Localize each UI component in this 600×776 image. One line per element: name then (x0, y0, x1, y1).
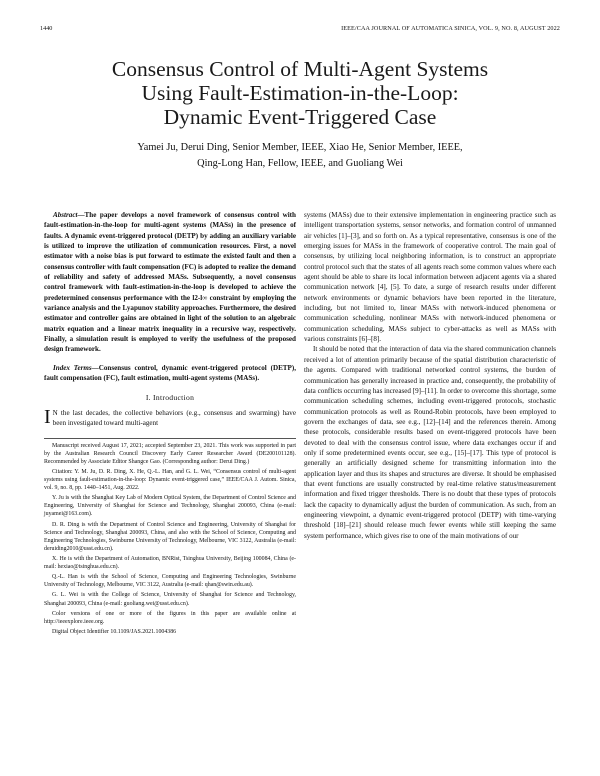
footnote: Citation: Y. M. Ju, D. R. Ding, X. He, Q.-L. Han, and G. L. Wei, “Consensus control of multi-agent systems using fault-estimation-in-the-loop: Dynamic event-triggered case,” IEEE/CAA J. Autom. Sinica, vol. 9, no. 8, pp. 1440–1451, Aug. 2022. (44, 468, 296, 491)
abstract (44, 210, 296, 355)
title-line: Consensus Control of Multi-Agent Systems (111, 57, 489, 81)
footnote: Manuscript received August 17, 2021; accepted September 23, 2021. This work was supported in part by the Australian Research Council Discovery Early Career Researcher Award (DE200101128). Recommended by Associate Editor Shangce Gao. (Corresponding author: Derui Ding.) (44, 442, 296, 465)
index-terms-label: Index Terms (53, 363, 92, 372)
footnote: X. He is with the Department of Automation, BNRist, Tsinghua University, Beijing 100084, China (e-mail: hexiao@tsinghua.edu.cn). (44, 555, 296, 570)
section-heading: I. Introduction (145, 392, 195, 402)
running-header (40, 25, 560, 35)
page-number: 1440 (40, 25, 53, 32)
footnote: Y. Ju is with the Shanghai Key Lab of Modern Optical System, the Department of Control Science and Engineering, University of Shanghai for Science and Technology, Shanghai 200093, China (e-mail: juyamei@163.com). (44, 495, 296, 518)
index-terms (44, 363, 296, 384)
drop-cap: I (44, 405, 51, 428)
footnote: Q.-L. Han is with the School of Science, Computing and Engineering Technologies, Swinburne University of Technology, Melbourne, VIC 3122, Australia (e-mail: qhan@swin.edu.au). (44, 574, 296, 589)
journal-header: IEEE/CAA JOURNAL OF AUTOMATICA SINICA, VOL. 9, NO. 8, AUGUST 2022 (341, 25, 560, 32)
doi-line: Digital Object Identifier 10.1109/JAS.2021.1004386 (52, 629, 177, 636)
title-line: Using Fault-Estimation-in-the-Loop: (141, 81, 459, 105)
body-paragraph: It should be noted that the interaction of data via the shared communication channels received a lot of attention primarily because of the spatial distribution characteristic of the agents. Compared with traditional networked control systems, the burden of communication has generally increased in practice and, consequently, the probability of data conflicts occurring has increased [9]–[11]. In order to overcome this shortage, some communication scheduling schemes, including event-triggered protocols, stochastic communication protocols as well as Round-Robin protocols, have been employed to govern the exchanges of data, see e.g., [12]–[14] and the references therein. Among these protocols, considerable results based on event-triggered protocols have been devoted to deal with the consensus control issue, where data exchanges occur if and only if some predetermined events occur, see e.g., [15]–[17]. This type of protocol is generally an artificially designed scheme for transmitting information into the application layer and thus its shapes and structures are diverse. It should be emphasised that event functions are usually constructed by real-time relative status/measurement information and fixed trigger thresholds. There is no doubt that these types of protocols lack the capacity to dynamically adjust the burden of communication. As such, from an engineering viewpoint, a dynamic event-triggered protocol (DETP) with time-varying threshold [18]–[21] should release much fewer events while still keeping the same system performance, which gives rise to one of the main motivations of our (304, 345, 556, 540)
abstract-text: —The paper develops a novel framework of consensus control with fault-estimation-in-the-loop for multi-agent systems (MASs) in the presence of faults. A dynamic event-triggered protocol (DETP) by adding an auxiliary variable is utilized to improve the utilization of communication resources. First, a novel estimator with a noise bias is put forward to estimate the existed fault and then a consensus controller with fault compensation (FC) is adopted to realize the demand of reliability and safety of addressed MASs. Subsequently, a novel consensus control framework with fault-estimation-in-the-loop is developed to achieve the predetermined consensus performance with the l2-l∞ constraint by employing the variance analysis and the Lyapunov stability approaches. Furthermore, the desired estimator and controller gains are obtained in light of the solution to an algebraic matrix equation and a linear matrix inequality in a recursive way, respectively. Finally, a simulation result is employed to verify the usefulness of the proposed design framework. (44, 211, 296, 354)
footnote-divider (44, 438, 296, 439)
footnote: Color versions of one or more of the figures in this paper are available online at http://ieeexplore.ieee.org. (44, 610, 296, 625)
intro-text: N the last decades, the collective behaviors (e.g., consensus and swarming) have been investigated toward multi-agent (52, 408, 296, 428)
paper-title (40, 57, 560, 129)
title-line: Dynamic Event-Triggered Case (163, 105, 437, 129)
abstract-label: Abstract (53, 211, 78, 219)
left-column (44, 210, 296, 636)
author-line: Qing-Long Han, Fellow, IEEE, and Guoliang Wei (197, 157, 403, 169)
footnote: G. L. Wei is with the College of Science, University of Shanghai for Science and Technology, Shanghai 200093, China (e-mail: guoliang.wei@usst.edu.cn). (44, 592, 296, 607)
footnote: D. R. Ding is with the Department of Control Science and Engineering, University of Shanghai for Science and Technology, Shanghai 200093, China, and also with the School of Science, Computing and Engineering Technologies, Swinburne University of Technology, Melbourne, VIC 3122, Australia (e-mail: deruiding2010@usst.edu.cn). (44, 521, 296, 552)
index-terms-text: —Consensus control, dynamic event-triggered protocol (DETP), fault compensation (FC), fault estimation, multi-agent systems (MASs). (44, 363, 296, 383)
author-line: Yamei Ju, Derui Ding, Senior Member, IEEE, Xiao He, Senior Member, IEEE, (137, 142, 463, 153)
body-paragraph: systems (MASs) due to their extensive implementation in engineering practice such as intelligent transportation systems, sensor networks, and formation control of unmanned air vehicles [1]–[3], and so forth on. As a typical representative, consensus is one of the emerging issues for MASs in the framework of cooperative control. The main goal of consensus, by utilizing local neighboring information, is to construct an appropriate control protocol such that the states of all agents reach some common values where each agent should be able to share its local information between adjacent agents via a shared communication network [4], [5]. To date, a surge of research results under different network environments or dynamic behaviors have been reported in the literature, including, but not limited to, linear MASs with network-induced phenomena or communication scheduling, nonlinear MASs with network-induced phenomena or communication scheduling, MASs subject to cyber-attacks as well as MASs with various constraints [6]–[8]. (304, 211, 556, 344)
author-list (40, 140, 560, 171)
right-column (304, 210, 556, 541)
intro-paragraph (44, 405, 296, 429)
